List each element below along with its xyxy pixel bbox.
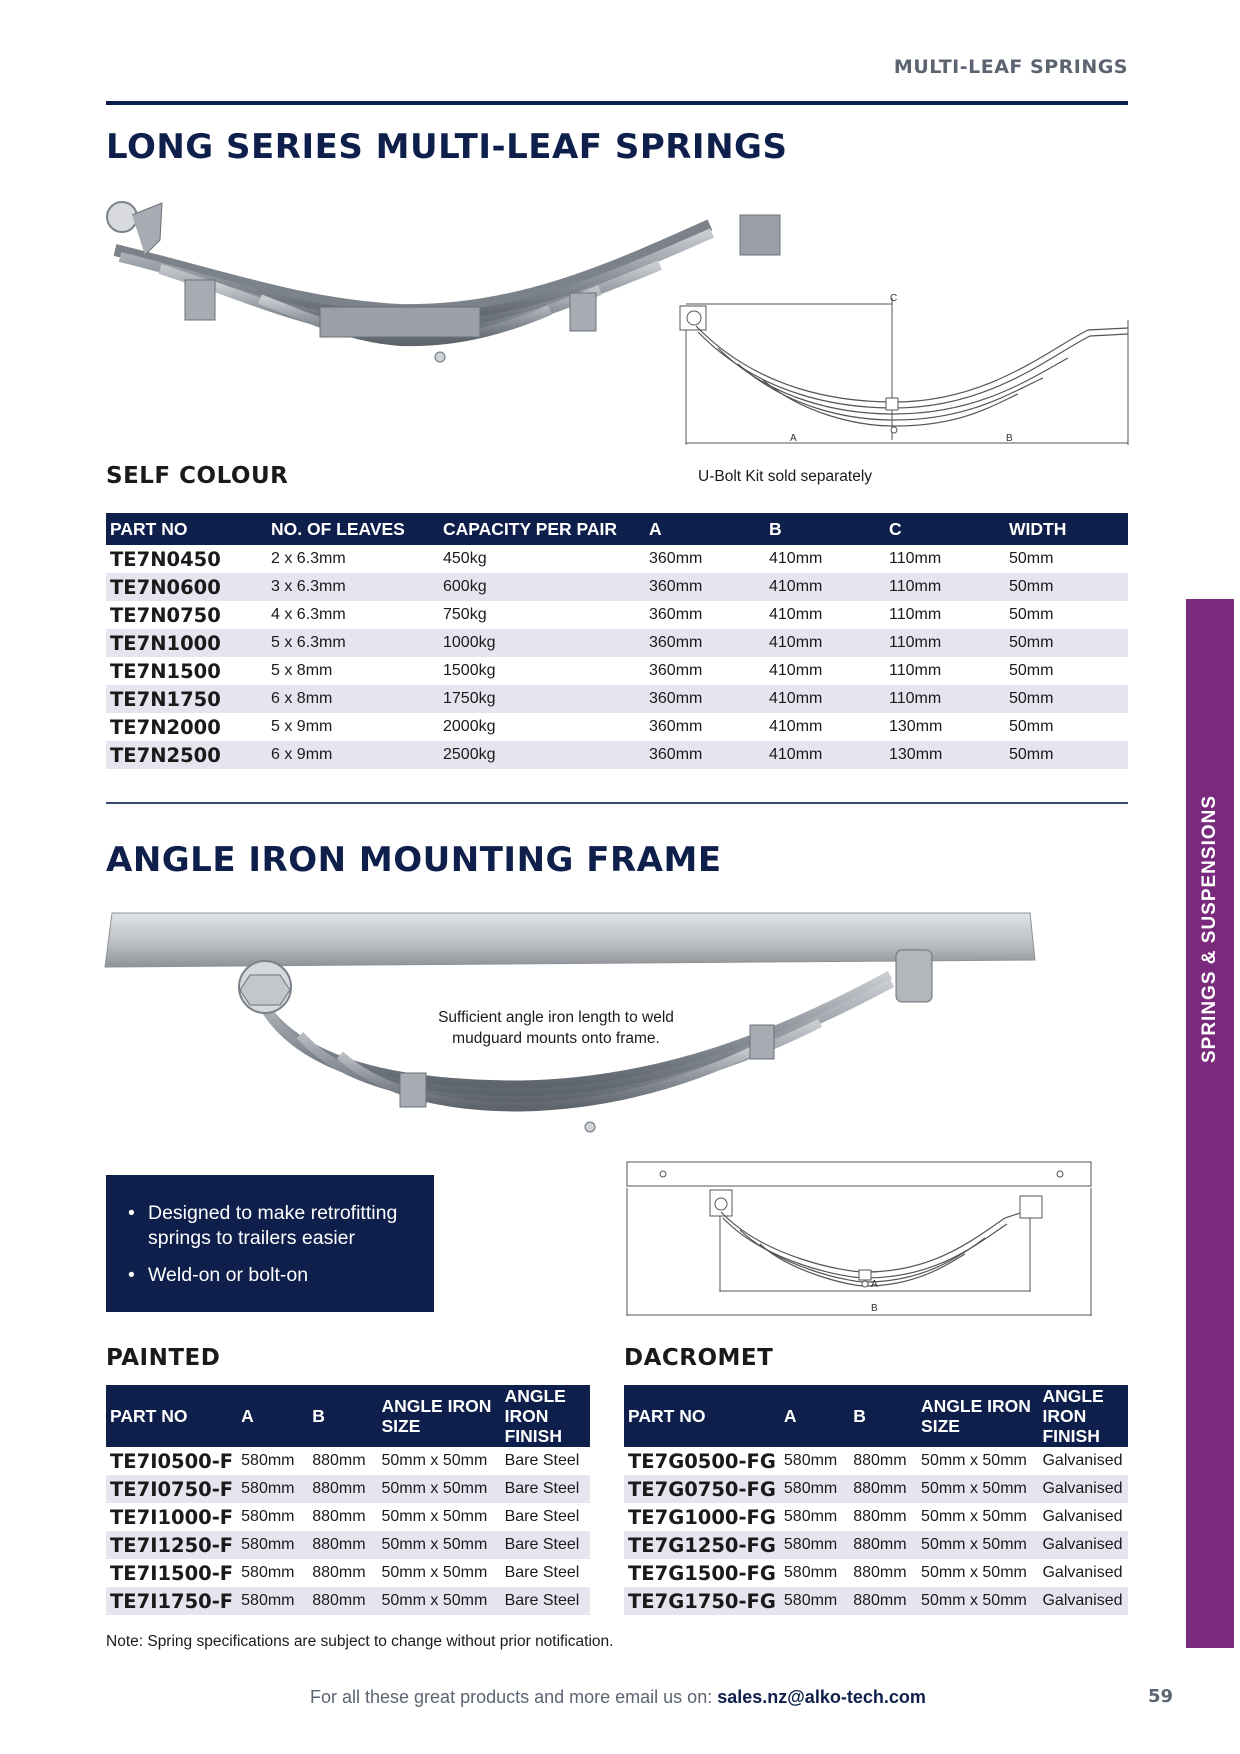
cell: 580mm [241, 1508, 295, 1525]
cell: Galvanised [1038, 1475, 1128, 1503]
cell: 1750kg [439, 685, 645, 713]
cell: 50mm x 50mm [917, 1531, 1038, 1559]
subtitle-self-colour: SELF COLOUR [106, 463, 289, 489]
cell: 580mm [780, 1587, 849, 1615]
part-no: TE7N2500 [106, 741, 267, 769]
cell: 50mm x 50mm [921, 1564, 1027, 1581]
cell: 360mm [649, 550, 703, 567]
cell: 880mm [308, 1587, 377, 1615]
col-angle-iron-finish: ANGLE IRON FINISH [501, 1385, 590, 1447]
col-capacity: CAPACITY PER PAIR [439, 513, 645, 545]
table-row [624, 1503, 1128, 1531]
col-angle-iron-size: ANGLE IRON SIZE [377, 1385, 500, 1447]
cell: 880mm [853, 1508, 907, 1525]
table-row [624, 1559, 1128, 1587]
cell: 2500kg [439, 741, 645, 769]
cell: 880mm [308, 1475, 377, 1503]
col-c: C [885, 513, 1005, 545]
cell: Bare Steel [501, 1475, 590, 1503]
cell: 110mm [885, 629, 1005, 657]
table-row [106, 657, 1128, 685]
subtitle-dacromet: DACROMET [624, 1345, 774, 1371]
table-row [624, 1447, 1128, 1475]
part-no: TE7I0500-F [110, 1449, 234, 1473]
cell: 4 x 6.3mm [271, 606, 346, 623]
cell: 50mm x 50mm [921, 1508, 1027, 1525]
col-b: B [765, 513, 885, 545]
col-part-no: PART NO [106, 513, 267, 545]
part-no: TE7G0750-FG [624, 1475, 780, 1503]
cell: 50mm x 50mm [377, 1587, 500, 1615]
cell: 580mm [783, 1508, 838, 1525]
cell: 410mm [765, 741, 885, 769]
cell: Bare Steel [501, 1531, 590, 1559]
cell: 580mm [780, 1475, 849, 1503]
footer [310, 1687, 926, 1708]
cell: Galvanised [1038, 1531, 1128, 1559]
cell: 2 x 6.3mm [271, 550, 346, 567]
cell: 360mm [645, 573, 765, 601]
spec-note: Note: Spring specifications are subject to change without prior notification. [106, 1633, 614, 1650]
cell: 2000kg [443, 718, 496, 735]
table-row [106, 741, 1128, 769]
cell: Galvanised [1038, 1587, 1128, 1615]
part-no: TE7G1500-FG [628, 1561, 776, 1585]
table-row [106, 1475, 590, 1503]
cell: 880mm [312, 1508, 366, 1525]
cell: 410mm [769, 606, 823, 623]
part-no: TE7G1250-FG [624, 1531, 780, 1559]
photo-caption-line1: Sufficient angle iron length to weld [438, 1009, 674, 1026]
col-a: A [780, 1385, 849, 1447]
cell: 130mm [885, 741, 1005, 769]
part-no: TE7G0500-FG [628, 1449, 776, 1473]
cell: 50mm [1009, 606, 1054, 623]
diagram-label-a: A [790, 433, 797, 444]
cell: 580mm [237, 1587, 308, 1615]
cell: 50mm [1005, 685, 1128, 713]
cell: Galvanised [1042, 1452, 1123, 1469]
feature-bullet: • Weld-on or bolt-on [128, 1263, 414, 1288]
cell: 360mm [649, 718, 703, 735]
table-row [106, 713, 1128, 741]
springs-table [106, 513, 1128, 769]
part-no: TE7N0450 [110, 547, 221, 571]
cell: 50mm [1005, 741, 1128, 769]
footer-email-link[interactable]: sales.nz@alko-tech.com [717, 1687, 926, 1707]
col-b: B [849, 1385, 917, 1447]
cell: 50mm [1005, 573, 1128, 601]
table-row [624, 1475, 1128, 1503]
cell: 580mm [783, 1452, 838, 1469]
table-row [106, 629, 1128, 657]
table-row [106, 685, 1128, 713]
side-tab [1186, 599, 1234, 1648]
part-no: TE7I1500-F [110, 1561, 234, 1585]
table-row [624, 1531, 1128, 1559]
cell: 110mm [885, 573, 1005, 601]
cell: 50mm x 50mm [917, 1475, 1038, 1503]
ubolt-note: U-Bolt Kit sold separately [698, 468, 873, 485]
cell: 50mm [1009, 718, 1054, 735]
part-no: TE7G1750-FG [624, 1587, 780, 1615]
col-leaves: NO. OF LEAVES [267, 513, 439, 545]
cell: 580mm [780, 1531, 849, 1559]
cell: 410mm [765, 573, 885, 601]
cell: 360mm [649, 662, 703, 679]
cell: 360mm [645, 629, 765, 657]
cell: 450kg [443, 550, 487, 567]
part-no: TE7N1000 [106, 629, 267, 657]
cell: 5 x 6.3mm [267, 629, 439, 657]
cell: Bare Steel [501, 1587, 590, 1615]
title-long-series: LONG SERIES MULTI-LEAF SPRINGS [106, 127, 788, 167]
section-header: MULTI-LEAF SPRINGS [893, 56, 1128, 78]
diagram-label-c: C [890, 293, 898, 304]
cell: 110mm [885, 685, 1005, 713]
table-row [106, 1587, 590, 1615]
cell: 1500kg [443, 662, 496, 679]
cell: Galvanised [1042, 1564, 1123, 1581]
part-no: TE7I1000-F [110, 1505, 234, 1529]
part-no: TE7N0750 [110, 603, 221, 627]
cell: 880mm [308, 1531, 377, 1559]
cell: 5 x 9mm [271, 718, 333, 735]
cell: 880mm [312, 1452, 366, 1469]
table-row [106, 545, 1128, 573]
cell: 410mm [769, 550, 823, 567]
cell: 360mm [645, 741, 765, 769]
cell: 580mm [783, 1564, 838, 1581]
cell: 50mm [1009, 662, 1054, 679]
cell: 580mm [237, 1531, 308, 1559]
cell: 880mm [853, 1564, 907, 1581]
cell: Bare Steel [504, 1564, 580, 1581]
cell: Bare Steel [504, 1452, 580, 1469]
table-row [624, 1587, 1128, 1615]
col-width: WIDTH [1005, 513, 1128, 545]
feature-bullet: • Designed to make retrofitting springs to trailers easier [128, 1201, 414, 1251]
cell: 410mm [769, 662, 823, 679]
part-no: TE7G1000-FG [628, 1505, 776, 1529]
cell: 600kg [439, 573, 645, 601]
features-box [106, 1175, 434, 1312]
cell: 50mm x 50mm [381, 1564, 488, 1581]
frame-diagram-label-b: B [871, 1303, 878, 1314]
title-angle-iron: ANGLE IRON MOUNTING FRAME [106, 840, 722, 880]
photo-caption-line2: mudguard mounts onto frame. [452, 1030, 660, 1047]
col-a: A [645, 513, 765, 545]
frame-diagram [625, 1158, 1095, 1318]
painted-table [106, 1385, 590, 1615]
subtitle-painted: PAINTED [106, 1345, 221, 1371]
part-no: TE7N1500 [110, 659, 221, 683]
cell: 880mm [849, 1475, 917, 1503]
cell: 880mm [853, 1452, 907, 1469]
spring-diagram [678, 290, 1138, 450]
col-angle-iron-finish: ANGLE IRON FINISH [1038, 1385, 1128, 1447]
table-row [106, 1559, 590, 1587]
cell: 880mm [312, 1564, 366, 1581]
cell: 5 x 8mm [271, 662, 333, 679]
cell: 50mm [1009, 550, 1054, 567]
cell: 880mm [849, 1587, 917, 1615]
part-no: TE7N2000 [110, 715, 221, 739]
table-row [106, 1503, 590, 1531]
table-row [106, 1447, 590, 1475]
side-tab-label: SPRINGS & SUSPENSIONS [1199, 794, 1220, 1064]
cell: 50mm x 50mm [921, 1452, 1027, 1469]
section-divider [106, 802, 1128, 804]
cell: 50mm x 50mm [381, 1452, 488, 1469]
cell: 110mm [889, 606, 942, 623]
cell: 6 x 9mm [267, 741, 439, 769]
cell: 410mm [765, 629, 885, 657]
dacromet-table [624, 1385, 1128, 1615]
table-row [106, 601, 1128, 629]
cell: 130mm [889, 718, 943, 735]
part-no: TE7I0750-F [106, 1475, 237, 1503]
cell: 3 x 6.3mm [267, 573, 439, 601]
cell: 6 x 8mm [267, 685, 439, 713]
top-divider [106, 101, 1128, 105]
cell: 1000kg [439, 629, 645, 657]
col-b: B [308, 1385, 377, 1447]
cell: 110mm [889, 550, 942, 567]
cell: 580mm [241, 1452, 295, 1469]
cell: 50mm x 50mm [917, 1587, 1038, 1615]
col-part-no: PART NO [106, 1385, 237, 1447]
cell: 880mm [849, 1531, 917, 1559]
diagram-label-b: B [1006, 433, 1013, 444]
col-angle-iron-size: ANGLE IRON SIZE [917, 1385, 1038, 1447]
cell: 580mm [241, 1564, 295, 1581]
frame-diagram-label-a: A [871, 1279, 878, 1290]
cell: 580mm [237, 1475, 308, 1503]
cell: 50mm [1005, 629, 1128, 657]
footer-text: For all these great products and more email us on: [310, 1687, 718, 1707]
cell: 360mm [649, 606, 703, 623]
part-no: TE7N1750 [106, 685, 267, 713]
part-no: TE7I1250-F [106, 1531, 237, 1559]
table-row [106, 1531, 590, 1559]
cell: 410mm [769, 718, 823, 735]
cell: 750kg [443, 606, 487, 623]
page-number: 59 [1148, 1686, 1174, 1707]
part-no: TE7N0600 [106, 573, 267, 601]
col-part-no: PART NO [624, 1385, 780, 1447]
cell: 110mm [889, 662, 942, 679]
cell: Bare Steel [504, 1508, 580, 1525]
col-a: A [237, 1385, 308, 1447]
cell: 50mm x 50mm [381, 1508, 488, 1525]
cell: 50mm x 50mm [377, 1531, 500, 1559]
cell: Galvanised [1042, 1508, 1123, 1525]
cell: 50mm x 50mm [377, 1475, 500, 1503]
cell: 410mm [765, 685, 885, 713]
part-no: TE7I1750-F [106, 1587, 237, 1615]
table-row [106, 573, 1128, 601]
cell: 360mm [645, 685, 765, 713]
